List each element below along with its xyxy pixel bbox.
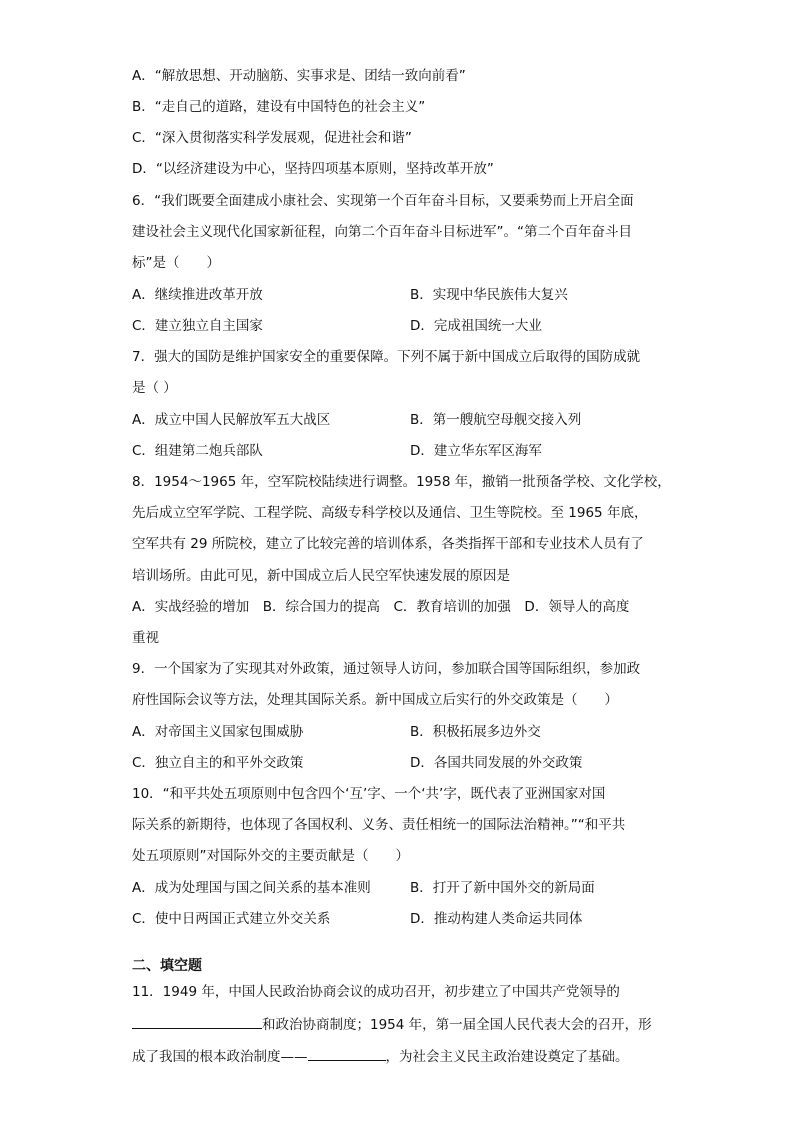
q11-text-after-blank1: 和政治协商制度；1954 年，第一届全国人民代表大会的召开，形: [262, 1017, 652, 1033]
answer-blank-2[interactable]: [308, 1046, 386, 1061]
q7-option-c: C．组建第二炮兵部队: [132, 443, 263, 459]
q7-stem-line2: 是（ ）: [132, 380, 177, 396]
q5-option-d: D．“以经济建设为中心，坚持四项基本原则，坚持改革开放”: [132, 161, 494, 177]
q5-option-a: A．“解放思想、开动脑筋、实事求是、团结一致向前看”: [132, 68, 466, 84]
q10-stem-line1: 10．“和平共处五项原则中包含四个‘互’字、一个‘共’字，既代表了亚洲国家对国: [132, 786, 606, 802]
q6-stem-line3: 标”是（ ）: [132, 255, 220, 271]
q8-options-cont: 重视: [132, 630, 159, 646]
q10-option-b: B．打开了新中国外交的新局面: [410, 880, 595, 896]
q10-stem-line2: 际关系的新期待，也体现了各国权利、义务、责任相统一的国际法治精神。”“和平共: [132, 817, 626, 833]
q10-option-c: C．使中日两国正式建立外交关系: [132, 911, 331, 927]
q9-stem-line1: 9．一个国家为了实现其对外政策，通过领导人访问，参加联合国等国际组织，参加政: [132, 661, 641, 677]
q8-stem-line2: 先后成立空军学院、工程学院、高级专科学校以及通信、卫生等院校。至 1965 年底，: [132, 505, 648, 521]
q11-text-after-blank2: ，为社会主义民主政治建设奠定了基础。: [385, 1049, 629, 1065]
q7-option-d: D．建立华东军区海军: [410, 443, 542, 459]
q6-stem-line2: 建设社会主义现代化国家新征程，向第二个百年奋斗目标进军”。“第二个百年奋斗目: [132, 224, 632, 240]
q6-option-d: D．完成祖国统一大业: [410, 318, 542, 334]
q8-stem-line4: 培训场所。由此可见，新中国成立后人民空军快速发展的原因是: [132, 568, 510, 584]
q10-stem-line3: 处五项原则”对国际外交的主要贡献是（ ）: [132, 848, 409, 864]
q8-stem-line1: 8．1954～1965 年，空军院校陆续进行调整。1958 年，撤销一批预备学校、文化学校，: [132, 474, 671, 490]
q11-stem-line2: [132, 1014, 652, 1035]
q6-option-a: A．继续推进改革开放: [132, 287, 263, 303]
answer-blank-1[interactable]: [132, 1014, 262, 1029]
q6-option-b: B．实现中华民族伟大复兴: [410, 287, 568, 303]
q7-stem-line1: 7．强大的国防是维护国家安全的重要保障。下列不属于新中国成立后取得的国防成就: [132, 349, 641, 365]
q11-stem-line3: [132, 1046, 629, 1067]
q5-option-b: B．“走自己的道路，建设有中国特色的社会主义”: [132, 99, 426, 115]
section-heading-fill-in: 二、填空题: [132, 958, 202, 974]
q10-option-a: A．成为处理国与国之间关系的基本准则: [132, 880, 371, 896]
q6-stem-line1: 6．“我们既要全面建成小康社会、实现第一个百年奋斗目标，又要乘势而上开启全面: [132, 193, 634, 209]
q8-options: A．实战经验的增加 B．综合国力的提高 C．教育培训的加强 D．领导人的高度: [132, 599, 630, 615]
q7-option-a: A．成立中国人民解放军五大战区: [132, 412, 331, 428]
q5-option-c: C．“深入贯彻落实科学发展观，促进社会和谐”: [132, 130, 412, 146]
q9-option-c: C．独立自主的和平外交政策: [132, 755, 304, 771]
q9-option-b: B．积极拓展多边外交: [410, 724, 541, 740]
q9-stem-line2: 府性国际会议等方法，处理其国际关系。新中国成立后实行的外交政策是（ ）: [132, 692, 618, 708]
q6-option-c: C．建立独立自主国家: [132, 318, 263, 334]
q10-option-d: D．推动构建人类命运共同体: [410, 911, 583, 927]
q8-stem-line3: 空军共有 29 所院校，建立了比较完善的培训体系，各类指挥干部和专业技术人员有了: [132, 536, 644, 552]
q11-text-before-blank2: 成了我国的根本政治制度——: [132, 1049, 308, 1065]
q9-option-a: A．对帝国主义国家包围威胁: [132, 724, 304, 740]
q7-option-b: B．第一艘航空母舰交接入列: [410, 412, 582, 428]
q9-option-d: D．各国共同发展的外交政策: [410, 755, 583, 771]
q11-stem-line1: 11．1949 年，中国人民政治协商会议的成功召开，初步建立了中国共产党领导的: [132, 984, 620, 1000]
